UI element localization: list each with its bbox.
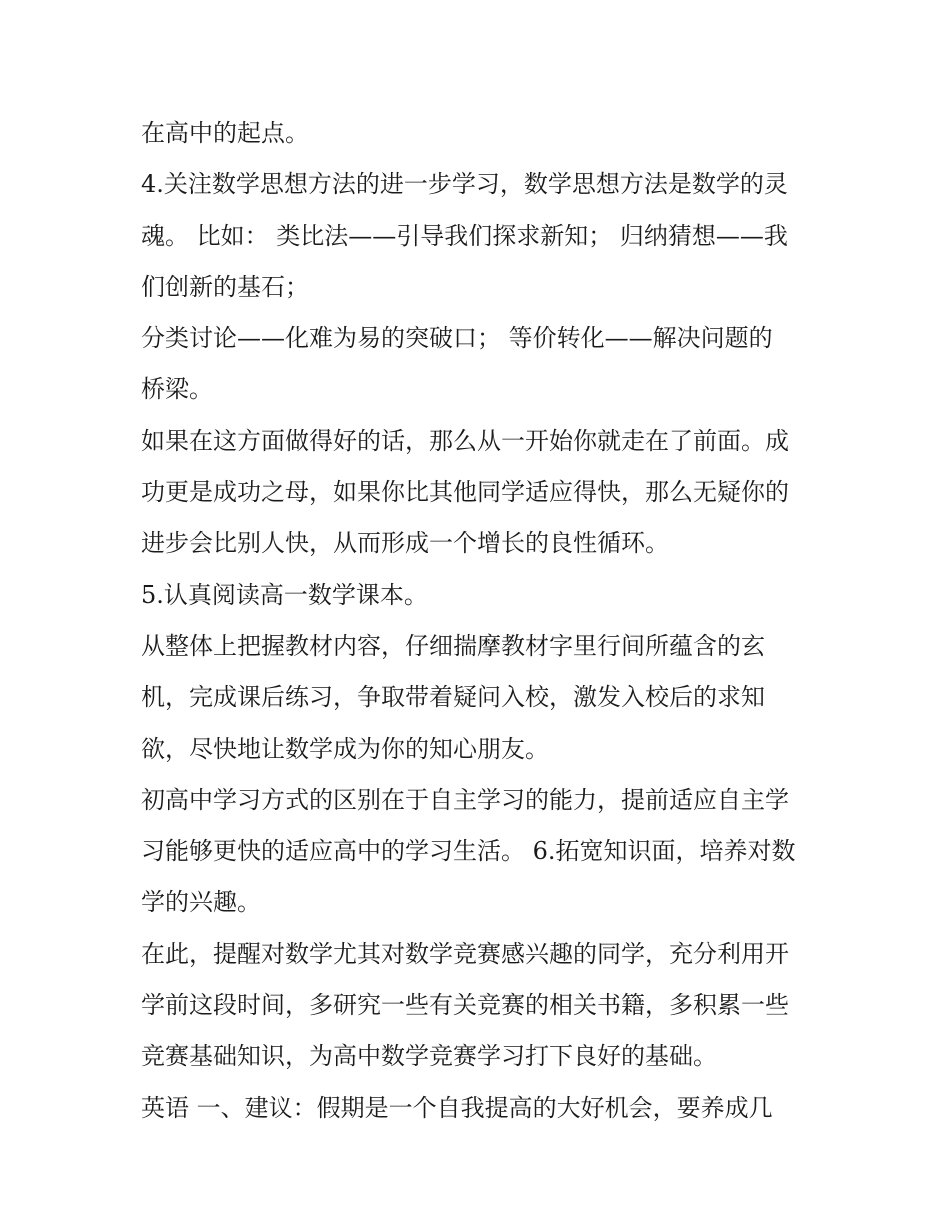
text-line: 机，完成课后练习，争取带着疑问入校，激发入校后的求知 (141, 683, 765, 712)
text-line: 从整体上把握教材内容，仔细揣摩教材字里行间所蕴含的玄 (141, 631, 765, 660)
text-line: 4.关注数学思想方法的进一步学习，数学思想方法是数学的灵 (141, 170, 788, 199)
text-line: 功更是成功之母，如果你比其他同学适应得快，那么无疑你的 (141, 478, 789, 507)
text-line: 分类讨论——化难为易的突破口； 等价转化——解决问题的 (141, 324, 773, 353)
text-line: 在高中的起点。 (141, 119, 309, 147)
document-body (141, 108, 821, 1134)
text-line: 魂。 比如： 类比法——引导我们探求新知； 归纳猜想——我 (141, 221, 788, 250)
text-line: 桥梁。 (141, 375, 213, 404)
text-line: 欲，尽快地让数学成为你的知心朋友。 (141, 734, 549, 763)
text-line: 如果在这方面做得好的话，那么从一开始你就走在了前面。成 (141, 426, 789, 455)
text-line: 习能够更快的适应高中的学习生活。 6.拓宽知识面，培养对数 (141, 837, 796, 866)
text-line: 学的兴趣。 (141, 888, 261, 917)
text-line: 竞赛基础知识，为高中数学竞赛学习打下良好的基础。 (141, 1042, 717, 1071)
text-line: 初高中学习方式的区别在于自主学习的能力，提前适应自主学 (141, 785, 789, 814)
text-line: 进步会比别人快，从而形成一个增长的良性循环。 (141, 529, 669, 558)
text-line: 们创新的基石； (141, 272, 309, 301)
text-line: 学前这段时间，多研究一些有关竞赛的相关书籍，多积累一些 (141, 991, 789, 1020)
text-line: 英语 一、建议：假期是一个自我提高的大好机会，要养成几 (141, 1093, 773, 1122)
text-line: 5.认真阅读高一数学课本。 (141, 580, 428, 609)
text-line: 在此，提醒对数学尤其对数学竞赛感兴趣的同学，充分利用开 (141, 939, 789, 968)
